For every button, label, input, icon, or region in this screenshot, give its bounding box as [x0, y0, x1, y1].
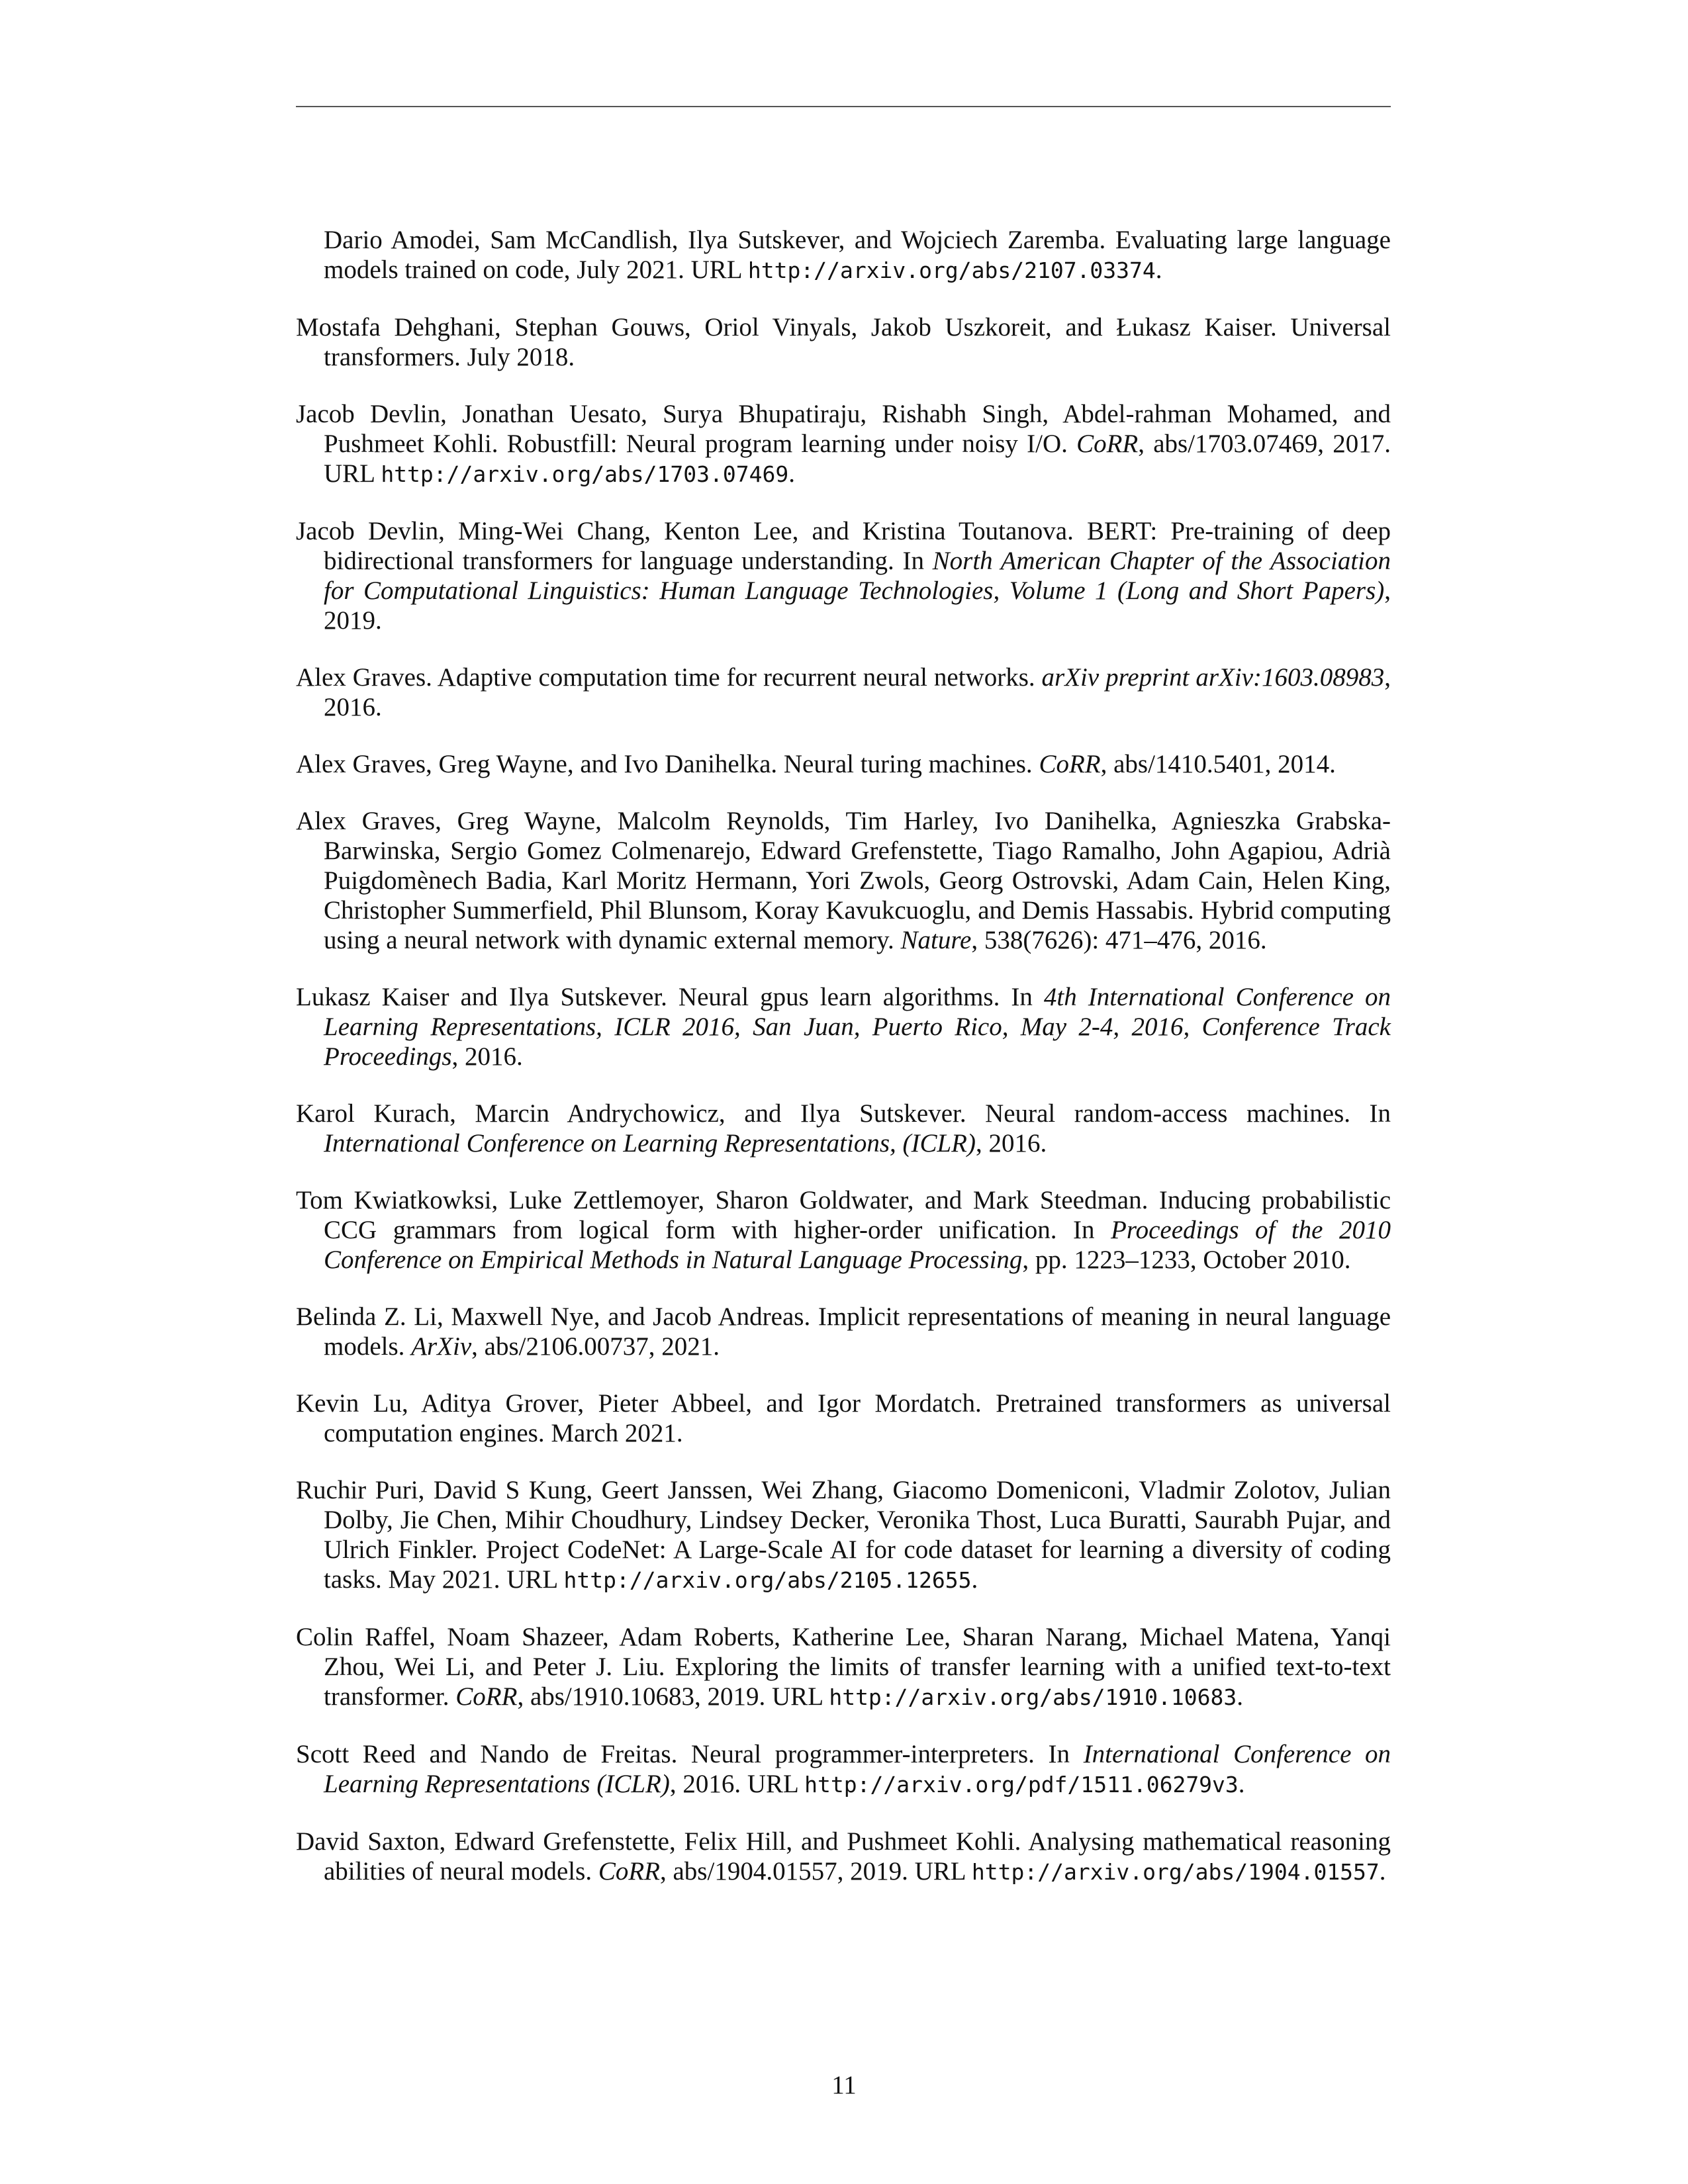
reference-venue: CoRR	[1039, 750, 1101, 778]
reference-venue: International Conference on Learning Representations, (ICLR)	[324, 1129, 976, 1158]
reference-venue: International Conference on Learning Representations (ICLR)	[324, 1740, 1391, 1798]
reference-item	[296, 1388, 1391, 1448]
reference-text: , 2016.	[451, 1042, 523, 1071]
reference-url[interactable]: http://arxiv.org/abs/1910.10683	[829, 1684, 1237, 1710]
reference-text: Dario Amodei, Sam McCandlish, Ilya Sutskever, and Wojciech Zaremba. Evaluating large language models trained on code, July 2021. URL	[324, 226, 1391, 284]
reference-text: Jacob Devlin, Jonathan Uesato, Surya Bhupatiraju, Rishabh Singh, Abdel-rahman Mohamed, and Pushmeet Kohli. Robustfill: Neural program learning under noisy I/O.	[296, 400, 1391, 458]
reference-text: David Saxton, Edward Grefenstette, Felix Hill, and Pushmeet Kohli. Analysing mathematical reasoning abilities of neural models.	[296, 1827, 1391, 1886]
reference-item	[296, 1739, 1391, 1799]
reference-venue: Nature	[900, 926, 972, 954]
reference-item	[296, 806, 1391, 955]
reference-text: Colin Raffel, Noam Shazeer, Adam Roberts, Katherine Lee, Sharan Narang, Michael Matena, Yanqi Zhou, Wei Li, and Peter J. Liu. Exploring the limits of transfer learning with a unified text-to-text transformer.	[296, 1623, 1391, 1711]
reference-url[interactable]: http://arxiv.org/abs/1904.01557	[971, 1859, 1380, 1885]
reference-url[interactable]: http://arxiv.org/abs/1703.07469	[381, 461, 789, 487]
reference-text: , 2016. URL	[669, 1770, 805, 1798]
reference-text: , abs/1910.10683, 2019. URL	[517, 1682, 829, 1711]
reference-venue: 4th International Conference on Learning Representations, ICLR 2016, San Juan, Puerto Rico, May 2-4, 2016, Conference Track Proceedings	[324, 983, 1391, 1071]
reference-item	[296, 1185, 1391, 1275]
reference-item	[296, 982, 1391, 1071]
reference-item	[296, 516, 1391, 635]
reference-text: Karol Kurach, Marcin Andrychowicz, and Ilya Sutskever. Neural random-access machines. In	[296, 1099, 1391, 1128]
reference-text: Mostafa Dehghani, Stephan Gouws, Oriol Vinyals, Jakob Uszkoreit, and Łukasz Kaiser. Universal transformers. July 2018.	[296, 313, 1391, 371]
top-rule	[296, 106, 1391, 107]
reference-item	[296, 1099, 1391, 1158]
reference-text: , abs/1703.07469, 2017. URL	[324, 430, 1391, 488]
reference-item	[296, 399, 1391, 489]
reference-venue: ArXiv	[411, 1332, 472, 1361]
reference-item	[296, 225, 1391, 285]
reference-venue: CoRR	[598, 1857, 660, 1886]
reference-text: , 2019.	[324, 576, 1391, 635]
reference-text: Ruchir Puri, David S Kung, Geert Janssen, Wei Zhang, Giacomo Domeniconi, Vladmir Zolotov, Julian Dolby, Jie Chen, Mihir Choudhury, Lindsey Decker, Veronika Thost, Luca Buratti, Saurabh Pujar, and Ulrich Finkler. Project CodeNet: A Large-Scale AI for code dataset for learning a diversity of coding tasks. May 2021. URL	[296, 1476, 1391, 1594]
reference-item	[296, 749, 1391, 779]
reference-item	[296, 1827, 1391, 1887]
reference-venue: Proceedings of the 2010 Conference on Empirical Methods in Natural Language Processing	[324, 1216, 1391, 1274]
reference-text: Alex Graves, Greg Wayne, and Ivo Danihelka. Neural turing machines.	[296, 750, 1039, 778]
reference-text: Lukasz Kaiser and Ilya Sutskever. Neural gpus learn algorithms. In	[296, 983, 1044, 1011]
reference-text: Alex Graves. Adaptive computation time for recurrent neural networks.	[296, 663, 1042, 692]
reference-text: , 2016.	[324, 663, 1391, 721]
reference-list	[296, 225, 1391, 1914]
reference-text: , 2016.	[975, 1129, 1047, 1158]
reference-text: , abs/1904.01557, 2019. URL	[660, 1857, 972, 1886]
reference-item	[296, 312, 1391, 372]
reference-url[interactable]: http://arxiv.org/pdf/1511.06279v3	[804, 1772, 1239, 1797]
reference-text: , 538(7626): 471–476, 2016.	[971, 926, 1267, 954]
reference-item	[296, 1622, 1391, 1712]
reference-text: Kevin Lu, Aditya Grover, Pieter Abbeel, and Igor Mordatch. Pretrained transformers as universal computation engines. March 2021.	[296, 1389, 1391, 1447]
reference-text: .	[1237, 1682, 1243, 1711]
reference-item	[296, 1302, 1391, 1361]
reference-text: Scott Reed and Nando de Freitas. Neural programmer-interpreters. In	[296, 1740, 1084, 1768]
reference-text: , abs/1410.5401, 2014.	[1100, 750, 1336, 778]
reference-text: .	[788, 459, 795, 488]
reference-text: Tom Kwiatkowksi, Luke Zettlemoyer, Sharon Goldwater, and Mark Steedman. Inducing probabilistic CCG grammars from logical form with higher-order unification. In	[296, 1186, 1391, 1244]
reference-text: .	[1238, 1770, 1245, 1798]
reference-item	[296, 1475, 1391, 1595]
reference-url[interactable]: http://arxiv.org/abs/2107.03374	[747, 257, 1156, 283]
reference-venue: CoRR	[1076, 430, 1139, 458]
reference-text: .	[1155, 255, 1162, 284]
reference-item	[296, 662, 1391, 722]
reference-text: Belinda Z. Li, Maxwell Nye, and Jacob Andreas. Implicit representations of meaning in neural language models.	[296, 1302, 1391, 1361]
reference-venue: North American Chapter of the Association for Computational Linguistics: Human Language Technologies, Volume 1 (Long and Short Papers)	[324, 547, 1391, 605]
page-number: 11	[831, 2071, 857, 2099]
reference-text: , abs/2106.00737, 2021.	[471, 1332, 720, 1361]
reference-text: Alex Graves, Greg Wayne, Malcolm Reynolds, Tim Harley, Ivo Danihelka, Agnieszka Grabska-Barwinska, Sergio Gomez Colmenarejo, Edward Grefenstette, Tiago Ramalho, John Agapiou, Adrià Puigdomènech Badia, Karl Moritz Hermann, Yori Zwols, Georg Ostrovski, Adam Cain, Helen King, Christopher Summerfield, Phil Blunsom, Koray Kavukcuoglu, and Demis Hassabis. Hybrid computing using a neural network with dynamic external memory.	[296, 807, 1391, 954]
reference-text: .	[971, 1565, 978, 1594]
reference-text: .	[1379, 1857, 1386, 1886]
reference-text: , pp. 1223–1233, October 2010.	[1022, 1246, 1351, 1274]
reference-venue: CoRR	[455, 1682, 518, 1711]
reference-venue: arXiv preprint arXiv:1603.08983	[1041, 663, 1385, 692]
reference-text: Jacob Devlin, Ming-Wei Chang, Kenton Lee, and Kristina Toutanova. BERT: Pre-training of deep bidirectional transformers for language understanding. In	[296, 517, 1391, 575]
reference-url[interactable]: http://arxiv.org/abs/2105.12655	[563, 1567, 972, 1593]
